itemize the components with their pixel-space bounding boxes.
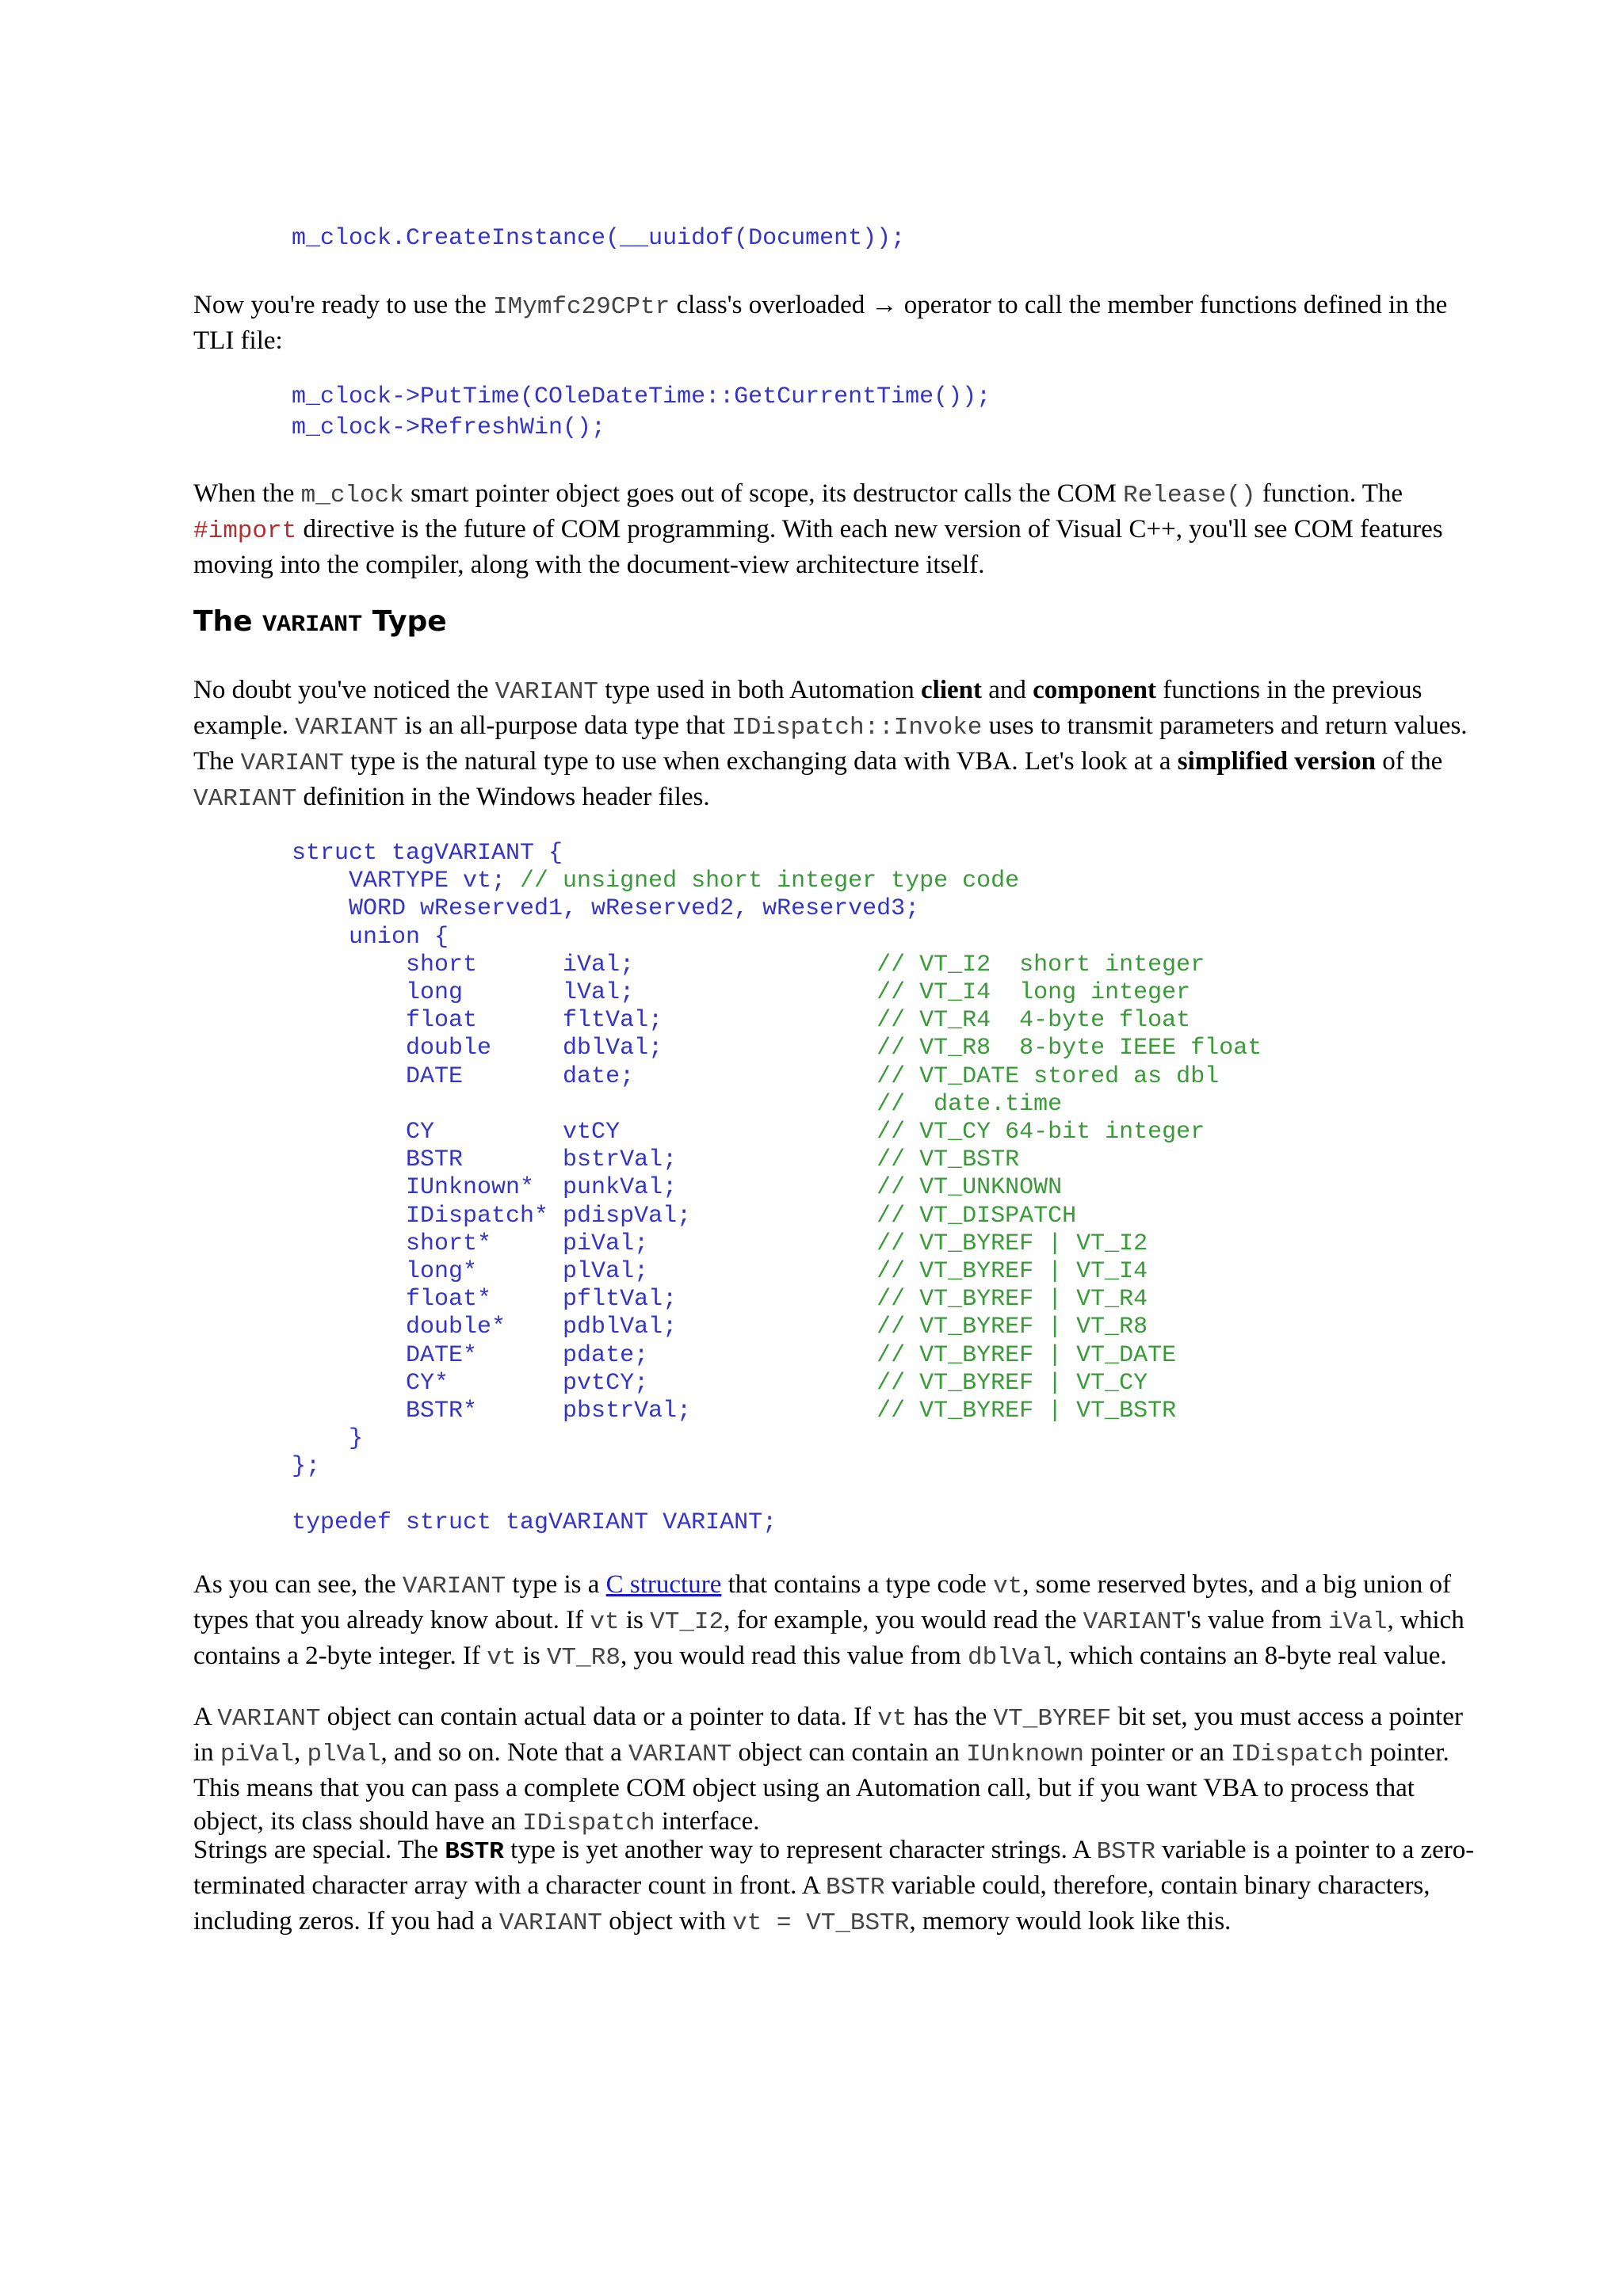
text-run: , for example, you would read the (724, 1606, 1083, 1634)
code-comment: // VT_R8 8-byte IEEE float (876, 1035, 1262, 1062)
inline-code: IMymfc29CPtr (493, 293, 670, 321)
code-comment: // VT_BYREF | VT_I4 (876, 1258, 1148, 1286)
code-text: CY vtCY (292, 1119, 877, 1146)
code-comment: // VT_R4 4-byte float (876, 1007, 1191, 1035)
code-line (292, 1286, 1148, 1313)
code-line (292, 895, 919, 922)
code-line (292, 979, 1190, 1006)
text-run: variable could, therefore, contain binary characters, including zeros. If you had a (193, 1871, 1430, 1936)
inline-code: IDispatch (1231, 1741, 1364, 1768)
inline-code: vt (993, 1573, 1023, 1600)
code-text: CY* pvtCY; (292, 1369, 877, 1397)
bold-text: simplified version (1177, 747, 1376, 776)
text-run: pointer or an (1084, 1738, 1232, 1767)
paragraph-variant-intro (193, 673, 1477, 816)
heading-code: VARIANT (262, 612, 363, 639)
code-text: }; (292, 1453, 321, 1481)
code-line (292, 1482, 306, 1508)
text-run: smart pointer object goes out of scope, its destructor calls the COM (403, 479, 1124, 508)
code-text: IUnknown* punkVal; (292, 1174, 877, 1202)
text-run: object can contain actual data or a pointer to data. If (320, 1703, 878, 1731)
code-line (292, 1370, 1148, 1397)
code-text (292, 1091, 876, 1118)
text-run: bit set, you must access a pointer in (193, 1703, 1463, 1767)
text-run: is an all-purpose data type that (398, 711, 732, 740)
text-run: variable is a pointer to a zero-terminated character array with a character count in front. A (193, 1836, 1475, 1900)
c-structure-link[interactable]: C structure (605, 1570, 722, 1599)
code-comment: // VT_BYREF | VT_BSTR (876, 1398, 1177, 1425)
code-line (292, 1425, 363, 1452)
code-line: m_clock->PutTime(COleDateTime::GetCurrentTime()); (292, 383, 991, 410)
bold-code: BSTR (445, 1838, 504, 1866)
code-comment: // VT_UNKNOWN (876, 1174, 1063, 1202)
inline-code: vt = VT_BSTR (732, 1909, 910, 1937)
text-run: No doubt you've noticed the (193, 676, 495, 704)
inline-code: plVal (307, 1741, 381, 1768)
inline-code: VT_I2 (650, 1608, 724, 1636)
text-run: function. The (1255, 479, 1403, 508)
text-run: A (193, 1703, 218, 1731)
code-comment: // VT_I4 long integer (876, 979, 1191, 1007)
code-line (292, 1174, 1062, 1201)
text-run: interface. (655, 1807, 760, 1836)
text-run: When the (193, 479, 301, 508)
code-text (292, 1482, 306, 1508)
inline-code: VARIANT (495, 678, 599, 706)
code-comment: // unsigned short integer type code (520, 868, 1020, 895)
code-text: DATE date; (292, 1062, 877, 1090)
text-run: 's value from (1186, 1606, 1329, 1634)
code-block-tagvariant-struct (292, 840, 1262, 1537)
inline-code: VARIANT (628, 1741, 732, 1768)
code-comment: // VT_CY 64-bit integer (876, 1119, 1205, 1146)
inline-code: VARIANT (498, 1909, 603, 1937)
inline-code: VARIANT (217, 1705, 321, 1733)
text-run: , which contains a 2-byte integer. If (193, 1606, 1465, 1670)
inline-code: IUnknown (966, 1741, 1084, 1768)
inline-code: IDispatch::Invoke (731, 714, 983, 742)
code-line (292, 868, 1019, 894)
code-text: long* plVal; (292, 1258, 877, 1286)
code-line: m_clock->RefreshWin(); (292, 414, 606, 441)
code-text: WORD wReserved1, wReserved2, wReserved3; (292, 895, 920, 923)
code-comment: // VT_I2 short integer (876, 951, 1205, 978)
heading-text: The (193, 605, 263, 638)
inline-code: BSTR (826, 1874, 885, 1901)
text-run: of the (1376, 747, 1443, 776)
inline-code: vt (877, 1705, 907, 1733)
code-text: short iVal; (292, 951, 877, 978)
text-run: has the (907, 1703, 994, 1731)
text-run: directive is the future of COM programming. With each new version of Visual C++, you'll see COM features moving into the compiler, along with the document-view architecture itself. (193, 515, 1443, 579)
code-comment: // date.time (876, 1090, 1063, 1118)
code-text: double* pdblVal; (292, 1314, 877, 1341)
code-text: IDispatch* pdispVal; (292, 1202, 877, 1230)
code-line (292, 1230, 1148, 1257)
text-run: Strings are special. The (193, 1836, 445, 1864)
inline-code: iVal (1328, 1608, 1388, 1636)
code-line (292, 1453, 320, 1480)
inline-code: VARIANT (295, 714, 399, 742)
text-run: type is a (506, 1570, 606, 1599)
code-text: long lVal; (292, 979, 877, 1007)
code-line (292, 1509, 777, 1536)
code-block-member-calls (292, 382, 991, 444)
code-comment: // VT_BYREF | VT_I2 (876, 1230, 1148, 1257)
text-run: object can contain an (731, 1738, 967, 1767)
text-run: that contains a type code (721, 1570, 994, 1599)
text-run: type is the natural type to use when exchanging data with VBA. Let's look at a (343, 747, 1178, 776)
code-text: float* pfltVal; (292, 1286, 877, 1314)
code-comment: // VT_BYREF | VT_R4 (876, 1286, 1148, 1314)
text-run: , some reserved bytes, and a big union of types that you already know about. If (193, 1570, 1451, 1634)
inline-code: VT_R8 (546, 1644, 621, 1672)
code-comment: // VT_DISPATCH (876, 1202, 1077, 1230)
text-run: , memory would look like this. (909, 1907, 1232, 1936)
text-run: and (982, 676, 1033, 704)
code-line (292, 1063, 1219, 1090)
inline-code: dblVal (968, 1644, 1056, 1672)
heading-text: Type (362, 605, 447, 638)
text-run: , and so on. Note that a (380, 1738, 628, 1767)
code-text: DATE* pdate; (292, 1341, 877, 1369)
text-run: , (293, 1738, 307, 1767)
inline-code: BSTR (1096, 1838, 1155, 1866)
code-line (292, 1342, 1176, 1369)
section-heading-variant-type (193, 605, 447, 639)
text-run: Now you're ready to use the (193, 291, 494, 319)
text-run: class's overloaded → operator to call the member functions defined in the TLI file: (193, 291, 1448, 355)
text-run: functions in the previous example. (193, 676, 1423, 740)
text-run: type is yet another way to represent character strings. A (503, 1836, 1097, 1864)
code-line (292, 840, 563, 867)
code-text: } (292, 1425, 364, 1453)
paragraph-variant-pointers (193, 1700, 1477, 1840)
code-line (292, 1091, 1062, 1118)
inline-code: VARIANT (240, 749, 344, 777)
bold-text: component (1033, 676, 1156, 704)
code-text: BSTR bstrVal; (292, 1146, 877, 1174)
code-line (292, 1314, 1148, 1341)
text-run: , which contains an 8-byte real value. (1056, 1642, 1447, 1670)
inline-code-import: #import (193, 517, 297, 545)
inline-code: VARIANT (1083, 1608, 1186, 1636)
paragraph-smart-pointer-usage (193, 288, 1477, 357)
code-line (292, 924, 449, 951)
inline-code: VT_BYREF (993, 1705, 1112, 1733)
code-comment: // VT_BYREF | VT_DATE (876, 1341, 1177, 1369)
inline-code: Release() (1123, 482, 1256, 509)
inline-code: vt (487, 1644, 517, 1672)
code-comment: // VT_BSTR (876, 1146, 1020, 1174)
text-run: , you would read this value from (620, 1642, 968, 1670)
text-run: pointer. This means that you can pass a complete COM object using an Automation call, but if you want VBA to process that object, its class should have an (193, 1738, 1449, 1836)
code-text: double dblVal; (292, 1035, 877, 1062)
code-line (292, 1007, 1190, 1034)
inline-code: piVal (220, 1741, 294, 1768)
code-line (292, 1398, 1176, 1425)
text-run: is (619, 1606, 651, 1634)
code-line (292, 1146, 1019, 1173)
code-text: short* piVal; (292, 1230, 877, 1257)
text-run: type used in both Automation (598, 676, 922, 704)
code-line (292, 1035, 1262, 1062)
inline-code: VARIANT (402, 1573, 506, 1600)
inline-code: vt (590, 1608, 620, 1636)
inline-code: VARIANT (193, 785, 297, 813)
text-run: uses to transmit parameters and return values. The (193, 711, 1468, 776)
code-line (292, 1119, 1205, 1146)
code-comment: // VT_DATE stored as dbl (876, 1062, 1220, 1090)
code-text: typedef struct tagVARIANT VARIANT; (292, 1508, 777, 1536)
code-line (292, 952, 1205, 978)
text-run: object with (602, 1907, 733, 1936)
text-run: As you can see, the (193, 1570, 403, 1599)
code-block-create-instance (292, 223, 905, 254)
code-line (292, 1203, 1076, 1230)
code-text: float fltVal; (292, 1007, 877, 1035)
bold-text: client (921, 676, 982, 704)
inline-code: IDispatch (522, 1810, 655, 1837)
code-text: BSTR* pbstrVal; (292, 1398, 877, 1425)
code-text: VARTYPE vt; (292, 868, 521, 895)
text-run: is (516, 1642, 547, 1670)
code-comment: // VT_BYREF | VT_R8 (876, 1314, 1148, 1341)
paragraph-bstr-strings (193, 1833, 1477, 1940)
code-line: m_clock.CreateInstance(__uuidof(Document)); (292, 225, 906, 252)
inline-code: m_clock (300, 482, 404, 509)
code-text: union { (292, 923, 449, 951)
text-run: definition in the Windows header files. (296, 783, 710, 811)
code-comment: // VT_BYREF | VT_CY (876, 1369, 1148, 1397)
code-text: struct tagVARIANT { (292, 840, 563, 867)
paragraph-variant-structure (193, 1568, 1477, 1675)
code-line (292, 1258, 1148, 1285)
paragraph-import-directive (193, 477, 1477, 582)
